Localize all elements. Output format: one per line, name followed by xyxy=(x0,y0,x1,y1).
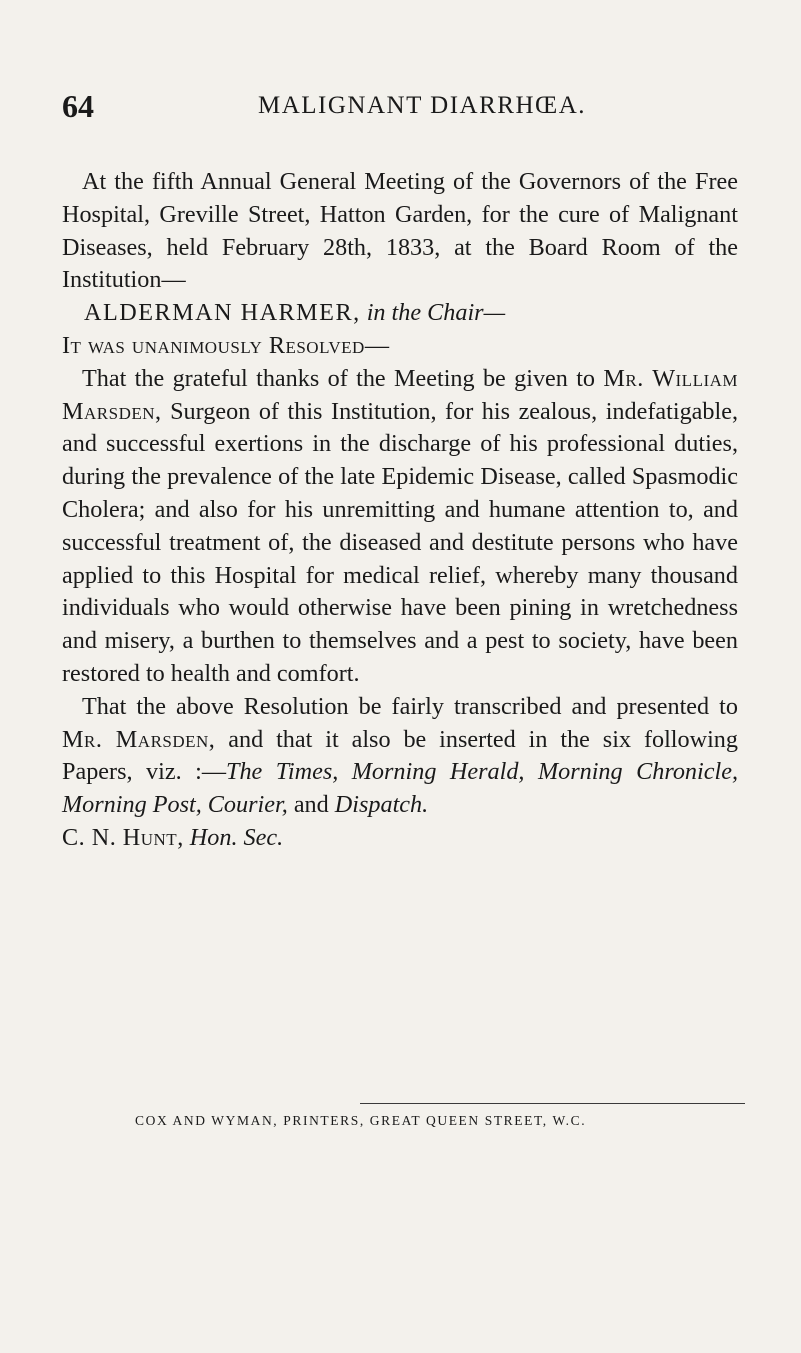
page-number: 64 xyxy=(62,88,94,124)
secretary-title: Hon. Sec. xyxy=(189,823,284,851)
printer-imprint: COX AND WYMAN, PRINTERS, GREAT QUEEN STREET, W.C. xyxy=(135,1113,587,1128)
chairman-name: ALDERMAN HARMER, xyxy=(84,299,361,327)
secretary-name: C. N. Hunt, xyxy=(62,823,184,851)
running-title: MALIGNANT DIARRHŒA. xyxy=(258,92,587,119)
resolution-2-name: Mr. Marsden, xyxy=(62,725,216,753)
resolved-heading: It was unanimously Resolved— xyxy=(62,331,390,359)
resolution-1-lead: That the grateful thanks of the Meeting be given to xyxy=(82,364,596,392)
chair-line xyxy=(62,297,738,330)
resolution-paragraph-2 xyxy=(62,691,738,822)
footer-rule xyxy=(360,1103,745,1104)
newspaper-list: The Times, Morning Herald, Morning Chronicle, Morning Post, Courier, xyxy=(62,758,738,819)
and-word: and xyxy=(293,791,329,819)
last-newspaper: Dispatch. xyxy=(334,791,429,819)
resolution-2-lead: That the above Resolution be fairly transcribed and presented to xyxy=(82,692,738,720)
page-header xyxy=(62,88,762,138)
signature-line xyxy=(62,822,738,855)
resolution-2-body: and that it also be inserted in the six following Papers, viz. :— xyxy=(62,725,738,786)
chair-role: in the Chair— xyxy=(366,299,506,327)
resolution-paragraph-1 xyxy=(62,363,738,691)
intro-paragraph: At the fifth Annual General Meeting of the Governors of the Free Hospital, Greville Street, Hatton Garden, for the cure of Malignant Diseases, held February 28th, 1833, at the Board Room of the Institution— xyxy=(62,168,738,294)
resolution-1-name: Mr. William Marsden, xyxy=(62,364,739,425)
page-body xyxy=(62,166,738,855)
resolution-1-body: Surgeon of this Institution, for his zealous, indefatigable, and successful exertions in the discharge of his professional duties, during the prevalence of the late Epidemic Disease, called Spasmodic Cholera; and also for his unremitting and humane attention to, and successful treatment of, the diseased and destitute persons who have applied to this Hospital for medical relief, whereby many thousand individuals who would otherwise have been pining in wretchedness and misery, a burthen to themselves and a pest to society, have been restored to health and comfort. xyxy=(62,397,738,687)
